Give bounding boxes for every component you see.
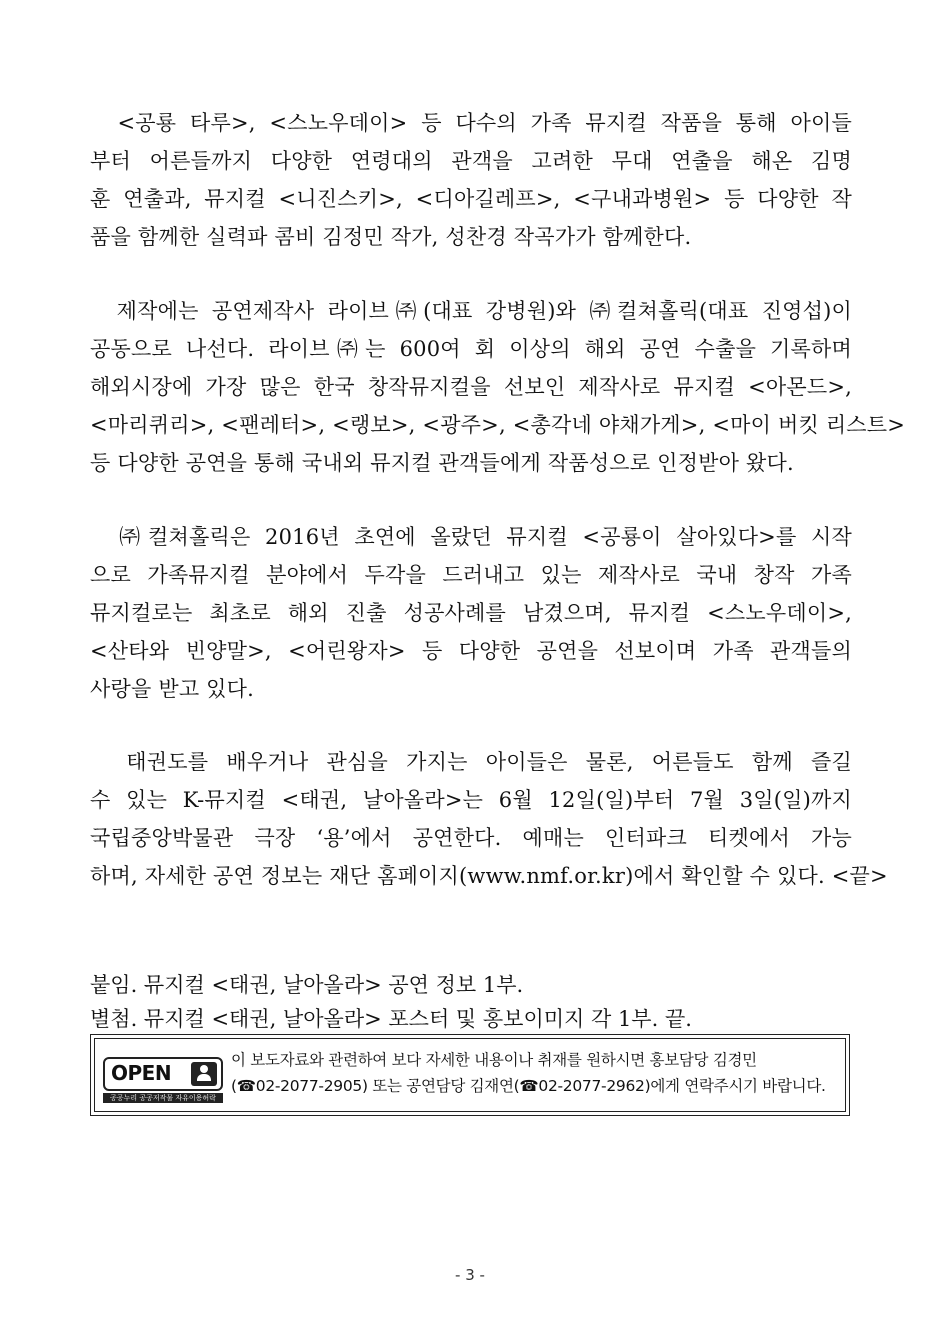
contact-text: [231, 1047, 826, 1099]
contact-box: [90, 1034, 850, 1116]
contact-box-inner: [94, 1038, 846, 1112]
text-line: <마리퀴리>, <팬레터>, <랭보>, <광주>, <총각네 야채가게>, <마이 버킷 리스트>: [90, 413, 906, 437]
text-line: <산타와 빈양말>, <어린왕자> 등 다양한 공연을 선보이며 가족 관객들의: [90, 639, 852, 663]
text-line: 공동으로 나선다. 라이브㈜는 600여 회 이상의 해외 공연 수출을 기록하며: [90, 337, 852, 361]
person-icon: [191, 1062, 217, 1086]
open-license-logo: [103, 1057, 223, 1103]
contact-line-1: 이 보도자료와 관련하여 보다 자세한 내용이나 취재를 원하시면 홍보담당 김경민: [231, 1051, 757, 1069]
text-line: 등 다양한 공연을 통해 국내외 뮤지컬 관객들에게 작품성으로 인정받아 왔다.: [90, 451, 794, 475]
text-line: 으로 가족뮤지컬 분야에서 두각을 드러내고 있는 제작사로 국내 창작 가족: [90, 563, 852, 587]
enclosure-note: 별첨. 뮤지컬 <태권, 날아올라> 포스터 및 홍보이미지 각 1부. 끝.: [90, 1007, 692, 1031]
logo-text: OPEN: [111, 1061, 172, 1085]
text-line: 품을 함께한 실력파 콤비 김정민 작가, 성찬경 작곡가가 함께한다.: [90, 225, 692, 249]
text-line: 부터 어른들까지 다양한 연령대의 관객을 고려한 무대 연출을 해온 김명: [90, 149, 852, 173]
text-line: 뮤지컬로는 최초로 해외 진출 성공사례를 남겼으며, 뮤지컬 <스노우데이>,: [90, 601, 852, 625]
text-line: 하며, 자세한 공연 정보는 재단 홈페이지(www.nmf.or.kr)에서 확인할 수 있다. <끝>: [90, 864, 888, 888]
text-line: 해외시장에 가장 많은 한국 창작뮤지컬을 선보인 제작사로 뮤지컬 <아몬드>,: [90, 375, 852, 399]
text-line: <공룡 타루>, <스노우데이> 등 다수의 가족 뮤지컬 작품을 통해 아이들: [90, 111, 852, 135]
contact-line-2: (☎02-2077-2905) 또는 공연담당 김재연(☎02-2077-2962)에게 연락주시기 바랍니다.: [231, 1077, 826, 1095]
page-number: - 3 -: [455, 1266, 485, 1284]
text-line: 수 있는 K-뮤지컬 <태권, 날아올라>는 6월 12일(일)부터 7월 3일(일)까지: [90, 788, 852, 812]
logo-caption: 공공누리 공공저작물 자유이용허락: [103, 1093, 223, 1103]
text-line: 태권도를 배우거나 관심을 가지는 아이들은 물론, 어른들도 함께 즐길: [90, 750, 852, 774]
text-line: ㈜컬쳐홀릭은 2016년 초연에 올랐던 뮤지컬 <공룡이 살아있다>를 시작: [90, 525, 852, 549]
text-line: 사랑을 받고 있다.: [90, 677, 255, 701]
text-line: 훈 연출과, 뮤지컬 <니진스키>, <디아길레프>, <구내과병원> 등 다양한 작: [90, 187, 852, 211]
text-line: 국립중앙박물관 극장 ‘용’에서 공연한다. 예매는 인터파크 티켓에서 가능: [90, 826, 852, 850]
logo-frame: [103, 1057, 223, 1091]
attachment-note: 붙임. 뮤지컬 <태권, 날아올라> 공연 정보 1부.: [90, 973, 524, 997]
text-line: 제작에는 공연제작사 라이브㈜(대표 강병원)와 ㈜컬쳐홀릭(대표 진영섭)이: [90, 299, 852, 323]
